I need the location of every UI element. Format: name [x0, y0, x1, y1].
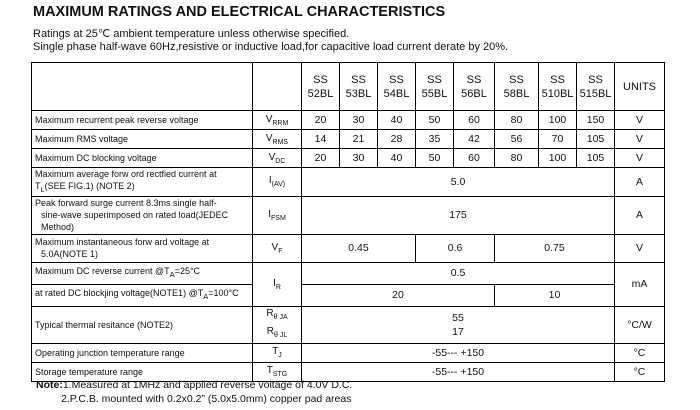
- unit-cell: V: [615, 149, 665, 168]
- model-ss53bl: SS 53BL: [340, 63, 378, 111]
- symbol: $V_F$: [253, 234, 302, 262]
- value-cell: 14: [302, 130, 340, 149]
- value-cell: 55 17: [302, 306, 615, 343]
- value-cell: 50: [416, 149, 454, 168]
- param-label: Maximum instantaneous forw ard voltage at 5.0A(NOTE 1): [32, 234, 253, 262]
- param-label: Storage temperature range: [32, 362, 253, 381]
- row-ir-100c: [32, 284, 665, 306]
- value-cell: 150: [577, 111, 615, 130]
- value-cell: 42: [454, 130, 495, 149]
- value-cell: 50: [416, 111, 454, 130]
- value-cell: 105: [577, 130, 615, 149]
- param-label: Peak forward surge current 8.3ms single half- sine-wave superimposed on rated load(JEDEC Method): [32, 196, 253, 234]
- note-2: 2.P.C.B. mounted with 0.2x0.2” (5.0x5.0mm) copper pad areas: [61, 393, 352, 405]
- unit-cell: A: [615, 168, 665, 197]
- unit-cell: mA: [615, 262, 665, 306]
- row-iav: [32, 168, 665, 197]
- param-label: Operating junction temperature range: [32, 343, 253, 362]
- param-label: at rated DC blockjing voltage(NOTE1) $@T_A=100^\circ C$: [32, 284, 253, 306]
- value-cell: 0.45: [302, 234, 416, 262]
- value-cell: 80: [495, 149, 539, 168]
- symbol: $R_{\theta JA}$ $R_{\theta JL}$: [253, 306, 302, 343]
- unit-cell: A: [615, 196, 665, 234]
- row-vrrm: [32, 111, 665, 130]
- value-cell: 5.0: [302, 168, 615, 197]
- header-row: [32, 63, 665, 111]
- param-label: Maximum RMS voltage: [32, 130, 253, 149]
- value-cell: 20: [302, 111, 340, 130]
- value-cell: 60: [454, 149, 495, 168]
- value-cell: 56: [495, 130, 539, 149]
- model-ss52bl: SS 52BL: [302, 63, 340, 111]
- unit-cell: V: [615, 130, 665, 149]
- param-label: Maximum DC reverse current $@T_A=25^\circ C$: [32, 262, 253, 284]
- note-1: Note:1.Measured at 1MHz and applied reverse voltage of 4.0V D.C.: [36, 379, 353, 391]
- unit-cell: °C/W: [615, 306, 665, 343]
- note-label: Note:: [36, 379, 63, 391]
- symbol: $T_J$: [253, 343, 302, 362]
- value-cell: 70: [539, 130, 577, 149]
- value-cell: 0.75: [495, 234, 615, 262]
- value-cell: 0.6: [416, 234, 495, 262]
- param-label: Typical thermal resitance (NOTE2): [32, 306, 253, 343]
- param-label: Maximum DC blocking voltage: [32, 149, 253, 168]
- value-cell: 30: [340, 111, 378, 130]
- subtitle-ambient: Ratings at 25℃ ambient temperature unless otherwise specified.: [33, 28, 350, 40]
- value-cell: 28: [378, 130, 416, 149]
- value-cell: -55--- +150: [302, 362, 615, 381]
- row-vf: [32, 234, 665, 262]
- symbol: $V_{RRM}$: [253, 111, 302, 130]
- value-cell: 80: [495, 111, 539, 130]
- value-cell: 10: [495, 284, 615, 306]
- unit-cell: °C: [615, 362, 665, 381]
- value-cell: 100: [539, 111, 577, 130]
- page-title: MAXIMUM RATINGS AND ELECTRICAL CHARACTERISTICS: [33, 4, 446, 20]
- value-cell: -55--- +150: [302, 343, 615, 362]
- model-ss54bl: SS 54BL: [378, 63, 416, 111]
- value-cell: 105: [577, 149, 615, 168]
- value-cell: 60: [454, 111, 495, 130]
- row-tj: [32, 343, 665, 362]
- model-ss58bl: SS 58BL: [495, 63, 539, 111]
- model-ss55bl: SS 55BL: [416, 63, 454, 111]
- value-cell: 40: [378, 111, 416, 130]
- symbol: $V_{DC}$: [253, 149, 302, 168]
- symbol: $T_{STG}$: [253, 362, 302, 381]
- symbol: $V_{RMS}$: [253, 130, 302, 149]
- param-label: Maximum average forw ord rectfied current at $T_L(SEE$ FIG.1) (NOTE 2): [32, 168, 253, 197]
- row-rth: [32, 306, 665, 343]
- subtitle-load: Single phase half-wave 60Hz,resistive or inductive load,for capacitive load current derate by 20%.: [33, 41, 509, 53]
- value-cell: 0.5: [302, 262, 615, 284]
- value-cell: 20: [302, 284, 495, 306]
- ratings-table: [31, 62, 665, 382]
- symbol: $I_{FSM}$: [253, 196, 302, 234]
- header-param-cell: [32, 63, 253, 111]
- header-units: UNITS: [615, 63, 665, 111]
- header-symbol-cell: [253, 63, 302, 111]
- value-cell: 40: [378, 149, 416, 168]
- value-cell: 100: [539, 149, 577, 168]
- row-ifsm: [32, 196, 665, 234]
- value-cell: 35: [416, 130, 454, 149]
- unit-cell: V: [615, 111, 665, 130]
- symbol: $I_{(AV)}$: [253, 168, 302, 197]
- model-ss510bl: SS 510BL: [539, 63, 577, 111]
- row-vrms: [32, 130, 665, 149]
- unit-cell: °C: [615, 343, 665, 362]
- value-cell: 175: [302, 196, 615, 234]
- row-vdc: [32, 149, 665, 168]
- row-ir-25c: [32, 262, 665, 284]
- unit-cell: V: [615, 234, 665, 262]
- value-cell: 21: [340, 130, 378, 149]
- model-ss56bl: SS 56BL: [454, 63, 495, 111]
- symbol: $I_R$: [253, 262, 302, 306]
- value-cell: 20: [302, 149, 340, 168]
- param-label: Maximum recurrent peak reverse voltage: [32, 111, 253, 130]
- value-cell: 30: [340, 149, 378, 168]
- model-ss515bl: SS 515BL: [577, 63, 615, 111]
